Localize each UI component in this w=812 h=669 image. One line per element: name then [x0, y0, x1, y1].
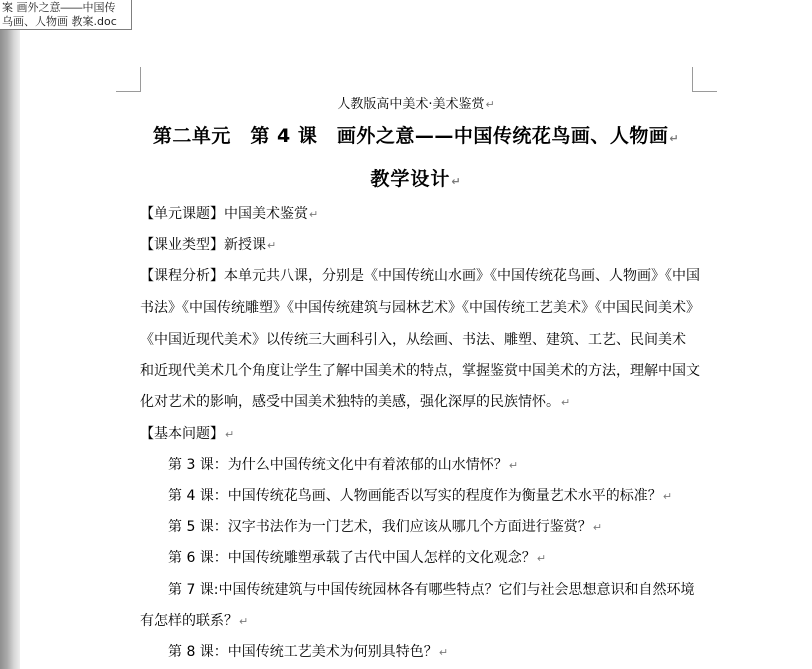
analysis-line-text: 【课程分析】本单元共八课，分别是《中国传统山水画》《中国传统花鸟画、人物画》《中国 [140, 268, 700, 284]
question-text: 有怎样的联系？ [140, 613, 238, 629]
analysis-line [140, 361, 700, 381]
paragraph-mark-icon: ↵ [669, 132, 680, 145]
basic-questions-heading [140, 424, 234, 445]
paragraph-mark-icon: ↵ [662, 490, 673, 503]
paragraph-mark-icon: ↵ [309, 208, 319, 221]
analysis-line [140, 392, 570, 413]
tooltip-line-2: 乌画、人物画 教案.doc [2, 15, 117, 28]
page-header [140, 95, 692, 115]
paragraph-mark-icon: ↵ [536, 552, 547, 565]
crop-mark-top-left [116, 67, 141, 92]
lesson-type-paragraph [140, 235, 276, 256]
question-item [168, 642, 448, 663]
question-item [168, 455, 518, 476]
paragraph-mark-icon: ↵ [561, 396, 571, 409]
page-header-text: 人教版高中美术·美术鉴赏 [337, 97, 485, 112]
window-left-border [0, 0, 20, 669]
basic-questions-text: 【基本问题】 [140, 426, 224, 442]
crop-mark-top-right [692, 67, 717, 92]
analysis-line-text: 书法》《中国传统雕塑》《中国传统建筑与园林艺术》《中国传统工艺美术》《中国民间美术》 [140, 300, 700, 316]
paragraph-mark-icon: ↵ [485, 98, 495, 111]
question-item [168, 548, 546, 569]
tooltip-line-1: 案 画外之意――中国传 [2, 1, 116, 14]
question-text: 第 3 课：为什么中国传统文化中有着浓郁的山水情怀？ [168, 457, 508, 473]
paragraph-mark-icon: ↵ [267, 239, 277, 252]
paragraph-mark-icon: ↵ [508, 459, 519, 472]
analysis-line [140, 330, 686, 350]
analysis-line-text: 和近现代美术几个角度让学生了解中国美术的特点，掌握鉴赏中国美术的方法，理解中国文 [140, 363, 700, 379]
unit-topic-text: 【单元课题】中国美术鉴赏 [140, 206, 308, 222]
title-line-1: 第二单元 第 4 课 画外之意——中国传统花鸟画、人物画 [152, 125, 669, 147]
paragraph-mark-icon: ↵ [592, 521, 603, 534]
analysis-line [140, 298, 700, 318]
question-item [168, 580, 695, 600]
question-item-continued [140, 611, 248, 632]
analysis-line-text: 《中国近现代美术》以传统三大画科引入，从绘画、书法、雕塑、建筑、工艺、民间美术 [140, 332, 686, 348]
document-subtitle [140, 165, 692, 196]
question-text: 第 5 课：汉字书法作为一门艺术，我们应该从哪几个方面进行鉴赏？ [168, 519, 592, 535]
question-text: 第 7 课:中国传统建筑与中国传统园林各有哪些特点？它们与社会思想意识和自然环境 [168, 582, 695, 598]
paragraph-mark-icon: ↵ [225, 428, 235, 441]
document-title [140, 122, 692, 153]
paragraph-mark-icon: ↵ [239, 615, 249, 628]
question-item [168, 517, 602, 538]
paragraph-mark-icon: ↵ [438, 646, 449, 659]
question-text: 第 4 课：中国传统花鸟画、人物画能否以写实的程度作为衡量艺术水平的标准？ [168, 488, 662, 504]
question-text: 第 8 课：中国传统工艺美术为何别具特色？ [168, 644, 438, 660]
unit-topic-paragraph [140, 204, 318, 225]
analysis-line-text: 化对艺术的影响，感受中国美术独特的美感，强化深厚的民族情怀。 [140, 394, 560, 410]
document-tooltip [0, 0, 132, 30]
analysis-line [140, 266, 700, 286]
question-text: 第 6 课：中国传统雕塑承载了古代中国人怎样的文化观念？ [168, 550, 536, 566]
title-line-2: 教学设计 [370, 168, 451, 190]
paragraph-mark-icon: ↵ [451, 175, 462, 188]
question-item [168, 486, 672, 507]
lesson-type-text: 【课业类型】新授课 [140, 237, 266, 253]
